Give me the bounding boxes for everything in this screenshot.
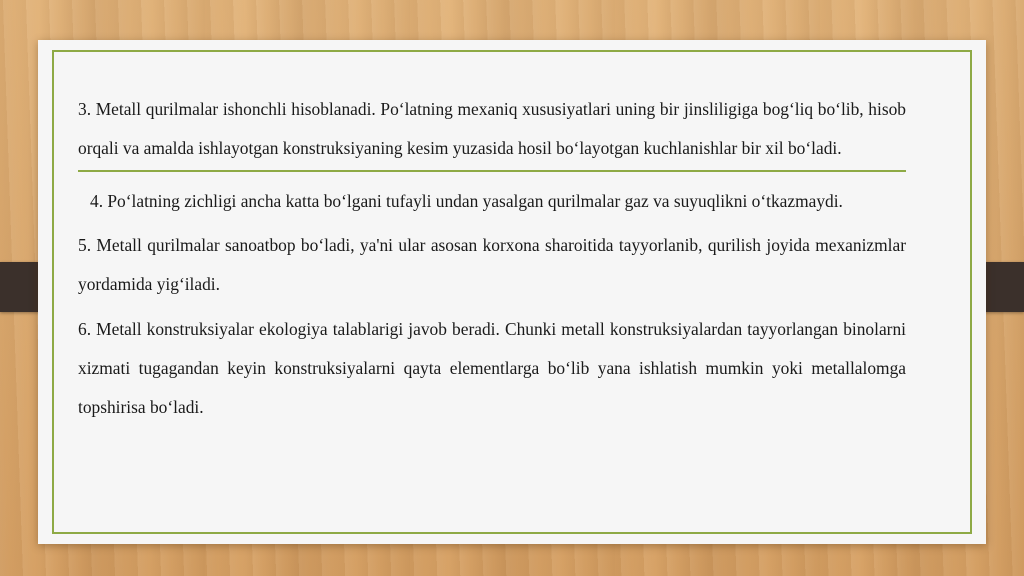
paragraph-5: 5. Metall qurilmalar sanoatbop bo‘ladi, ya'ni ular asosan korxona sharoitida tayyorlanib, qurilish joyida mexanizmlar yordamida yig‘iladi. bbox=[78, 235, 906, 295]
slide-content bbox=[78, 90, 906, 426]
paragraph-6: 6. Metall konstruksiyalar ekologiya talablarigi javob beradi. Chunki metall konstruksiyalardan tayyorlangan binolarni xizmati tugagandan keyin konstruksiyalarni qayta elementlarga bo‘lib yana ishlatish mumkin yoki metallalomga topshirisa bo‘ladi. bbox=[78, 318, 906, 417]
separator-line bbox=[78, 170, 906, 172]
paragraph-3: 3. Metall qurilmalar ishonchli hisoblanadi. Po‘latning mexaniq xususiyatlari uning bir jinsliligiga bog‘liq bo‘lib, hisob orqali va amalda ishlayotgan konstruksiyaning kesim yuzasida hosil bo‘layotgan kuchlanishlar bir xil bo‘ladi. bbox=[78, 99, 906, 158]
paragraph-4: 4. Po‘latning zichligi ancha katta bo‘lgani tufayli undan yasalgan qurilmalar gaz va suyuqlikni o‘tkazmaydi. bbox=[90, 190, 843, 211]
